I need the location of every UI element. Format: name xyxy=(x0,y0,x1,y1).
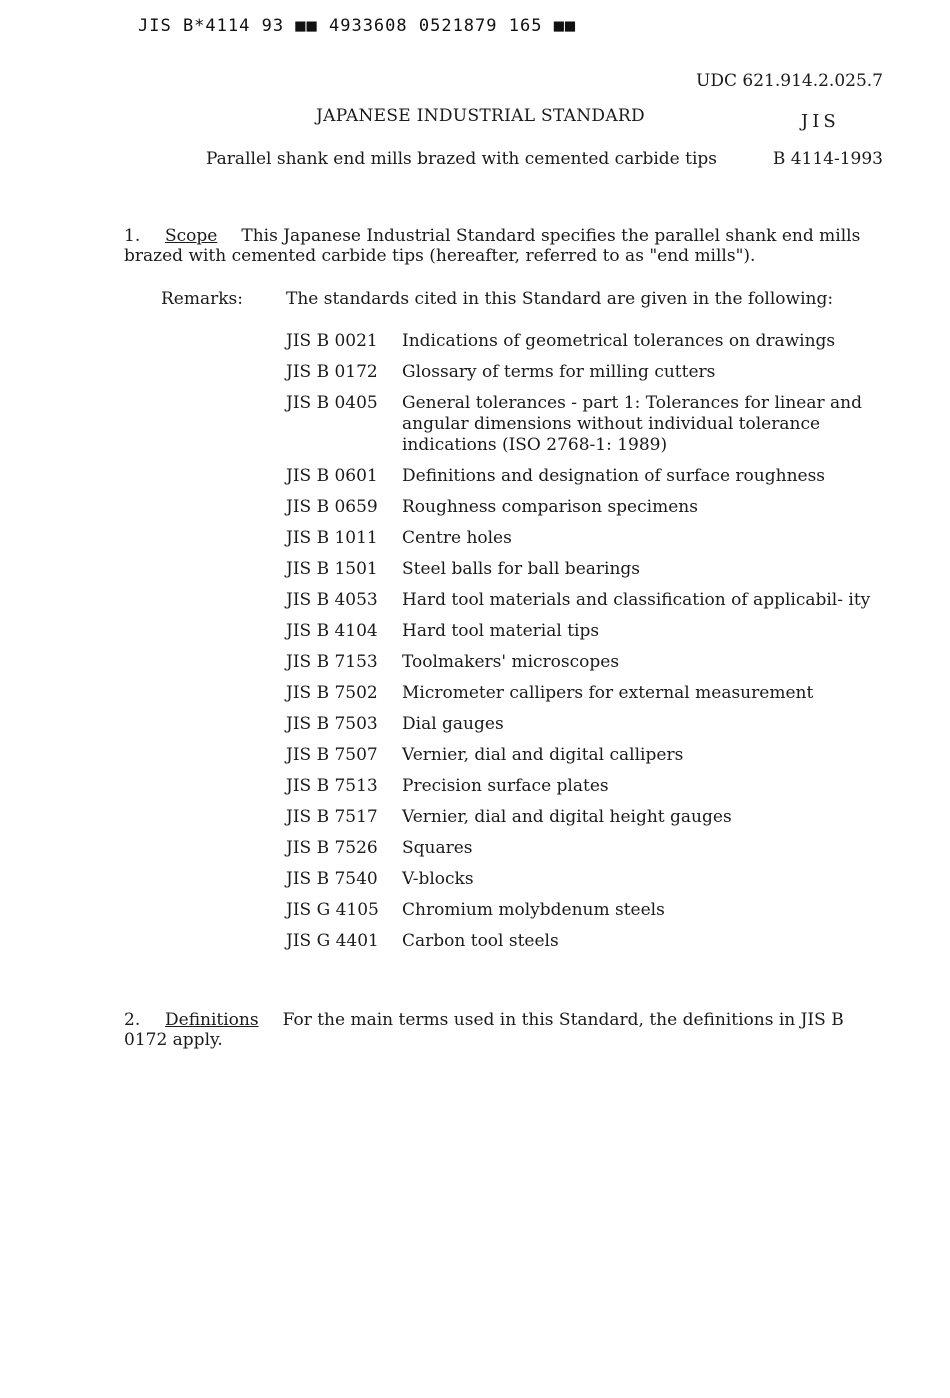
reference-title: Glossary of terms for milling cutters xyxy=(402,362,716,382)
reference-code: JIS B 7517 xyxy=(286,807,378,827)
reference-code: JIS B 0601 xyxy=(286,466,378,486)
reference-row xyxy=(286,559,886,580)
reference-code: JIS B 7502 xyxy=(286,683,378,703)
header-barcode-line: JIS B*4114 93 ■■ 4933608 0521879 165 ■■ xyxy=(138,16,577,36)
reference-code: JIS B 7513 xyxy=(286,776,378,796)
reference-title: Centre holes xyxy=(402,528,512,548)
reference-code: JIS B 0021 xyxy=(286,331,378,351)
reference-code: JIS B 4053 xyxy=(286,590,378,610)
reference-code: JIS B 1011 xyxy=(286,528,378,548)
reference-row xyxy=(286,931,886,952)
reference-row xyxy=(286,900,886,921)
reference-title: Carbon tool steels xyxy=(402,931,559,951)
reference-row xyxy=(286,497,886,518)
reference-code: JIS B 7503 xyxy=(286,714,378,734)
reference-code: JIS B 0659 xyxy=(286,497,378,517)
reference-row xyxy=(286,393,886,456)
document-number: B 4114-1993 xyxy=(772,149,883,169)
reference-title: Micrometer callipers for external measurement xyxy=(402,683,814,703)
reference-title: General tolerances - part 1: Tolerances for linear and angular dimensions without individual tolerance indications (ISO 2768-1: 1989) xyxy=(402,393,862,455)
reference-code: JIS G 4105 xyxy=(286,900,379,920)
reference-row xyxy=(286,466,886,487)
reference-title: Precision surface plates xyxy=(402,776,609,796)
reference-row xyxy=(286,838,886,859)
reference-title: Vernier, dial and digital callipers xyxy=(402,745,684,765)
reference-row xyxy=(286,807,886,828)
reference-title: Toolmakers' microscopes xyxy=(402,652,620,672)
udc-number: UDC 621.914.2.025.7 xyxy=(696,71,883,91)
reference-title: Hard tool materials and classification of applicabil- ity xyxy=(402,590,871,610)
section-text: For the main terms used in this Standard, the definitions in JIS B 0172 apply. xyxy=(124,1010,844,1050)
remarks-text: The standards cited in this Standard are given in the following: xyxy=(286,289,834,309)
reference-title: Indications of geometrical tolerances on drawings xyxy=(402,331,836,351)
section-heading: Scope xyxy=(165,226,218,246)
reference-row xyxy=(286,745,886,766)
reference-row xyxy=(286,331,886,352)
reference-code: JIS B 7540 xyxy=(286,869,378,889)
reference-list xyxy=(286,331,886,962)
section-definitions xyxy=(124,1010,884,1050)
reference-row xyxy=(286,652,886,673)
reference-code: JIS B 7153 xyxy=(286,652,378,672)
reference-row xyxy=(286,869,886,890)
section-scope xyxy=(124,226,884,266)
reference-code: JIS B 7507 xyxy=(286,745,378,765)
reference-title: Steel balls for ball bearings xyxy=(402,559,641,579)
reference-row xyxy=(286,776,886,797)
reference-code: JIS B 1501 xyxy=(286,559,378,579)
reference-row xyxy=(286,362,886,383)
reference-row xyxy=(286,714,886,735)
section-number: 1. xyxy=(124,226,141,246)
reference-row xyxy=(286,683,886,704)
reference-title: V-blocks xyxy=(402,869,474,889)
section-text: This Japanese Industrial Standard specifies the parallel shank end mills brazed with cemented carbide tips (hereafter, referred to as "end mills"). xyxy=(124,226,861,266)
reference-title: Definitions and designation of surface roughness xyxy=(402,466,826,486)
reference-title: Vernier, dial and digital height gauges xyxy=(402,807,732,827)
section-heading: Definitions xyxy=(165,1010,259,1030)
reference-row xyxy=(286,590,886,611)
reference-title: Hard tool material tips xyxy=(402,621,600,641)
reference-row xyxy=(286,528,886,549)
reference-code: JIS B 7526 xyxy=(286,838,378,858)
reference-title: Chromium molybdenum steels xyxy=(402,900,665,920)
reference-code: JIS B 4104 xyxy=(286,621,378,641)
reference-row xyxy=(286,621,886,642)
reference-title: Roughness comparison specimens xyxy=(402,497,698,517)
jis-mark: JIS xyxy=(801,111,840,132)
reference-title: Dial gauges xyxy=(402,714,504,734)
reference-code: JIS G 4401 xyxy=(286,931,379,951)
document-title: Parallel shank end mills brazed with cemented carbide tips xyxy=(206,149,717,169)
reference-code: JIS B 0405 xyxy=(286,393,378,413)
reference-title: Squares xyxy=(402,838,473,858)
section-number: 2. xyxy=(124,1010,141,1030)
standard-title: JAPANESE INDUSTRIAL STANDARD xyxy=(316,106,645,126)
remarks-label: Remarks: xyxy=(161,289,243,309)
reference-code: JIS B 0172 xyxy=(286,362,378,382)
